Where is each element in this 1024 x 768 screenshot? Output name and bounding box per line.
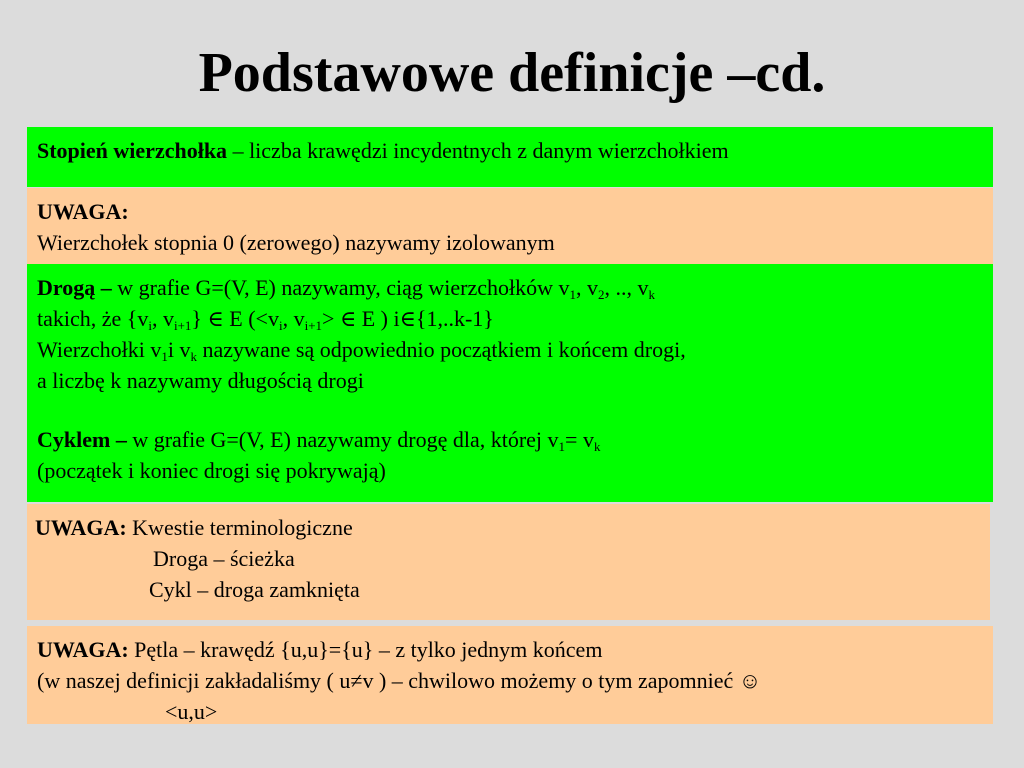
subscript: 1	[569, 287, 577, 302]
note-loop-line-3: <u,u>	[165, 699, 218, 724]
definition-path-box	[27, 264, 993, 416]
subscript: i+1	[173, 318, 192, 333]
slide-title: Podstawowe definicje –cd.	[198, 42, 826, 104]
text-fragment: , v	[576, 275, 599, 300]
definition-path-term: Drogą –	[37, 275, 112, 300]
definition-path-line-4: a liczbę k nazywamy długością drogi	[37, 368, 364, 393]
text-fragment: , v	[151, 306, 174, 331]
text-fragment: , .., v	[604, 275, 649, 300]
note-terminology-line-3: Cykl – droga zamknięta	[149, 577, 360, 602]
subscript: 1	[161, 349, 168, 364]
text-fragment: w grafie G=(V, E) nazywamy drogę dla, której v	[126, 427, 559, 452]
definition-cycle-term: Cyklem –	[37, 427, 127, 452]
note-loop-line-1	[37, 634, 983, 665]
subscript: i+1	[304, 318, 323, 333]
note-loop-label: UWAGA:	[37, 637, 129, 662]
definition-cycle-box	[27, 416, 993, 502]
definition-cycle-line-2: (początek i koniec drogi się pokrywają)	[37, 458, 386, 483]
note-terminology-line-2: Droga – ścieżka	[153, 546, 295, 571]
text-fragment: i v	[167, 337, 191, 362]
subscript: 1	[558, 439, 566, 454]
subscript: i	[278, 318, 283, 333]
note-terminology-box	[27, 504, 990, 620]
note-terminology-label: UWAGA:	[35, 515, 127, 540]
text-fragment: , v	[282, 306, 305, 331]
definition-cycle-line-1	[37, 424, 983, 455]
note-loop-box	[27, 626, 993, 724]
note-loop-text: Pętla – krawędź {u,u}={u} – z tylko jednym końcem	[128, 637, 603, 662]
note-isolated-box	[27, 188, 993, 264]
text-fragment: Wierzchołki v	[37, 337, 162, 362]
definition-path-line-2	[37, 303, 983, 334]
definition-degree-line	[37, 135, 983, 166]
definition-degree-box	[27, 127, 993, 187]
subscript: 2	[598, 287, 605, 302]
text-fragment: nazywane są odpowiednio początkiem i końcem drogi,	[196, 337, 686, 362]
subscript: k	[190, 349, 197, 364]
definition-path-line-3	[37, 334, 983, 365]
subscript: k	[648, 287, 656, 302]
definition-path-text: w grafie G=(V, E) nazywamy, ciąg wierzchołków v	[111, 275, 570, 300]
note-terminology-line-1	[35, 512, 980, 543]
note-loop-line-2: (w naszej definicji zakładaliśmy ( u≠v ) – chwilowo możemy o tym zapomnieć ☺	[37, 668, 762, 693]
text-fragment: > ∈ E ) i∈{1,..k-1}	[322, 306, 494, 331]
subscript: k	[593, 439, 601, 454]
definition-degree-term: Stopień wierzchołka	[37, 138, 228, 163]
note-isolated-text: Wierzchołek stopnia 0 (zerowego) nazywamy izolowanym	[37, 230, 555, 255]
definition-degree-text: – liczba krawędzi incydentnych z danym wierzchołkiem	[227, 138, 729, 163]
note-isolated-label: UWAGA:	[37, 199, 129, 224]
text-fragment: = v	[565, 427, 594, 452]
note-terminology-text: Kwestie terminologiczne	[126, 515, 353, 540]
text-fragment: takich, że {v	[37, 306, 149, 331]
subscript: i	[148, 318, 152, 333]
text-fragment: } ∈ E (<v	[191, 306, 279, 331]
definition-path-line-1	[37, 272, 983, 303]
